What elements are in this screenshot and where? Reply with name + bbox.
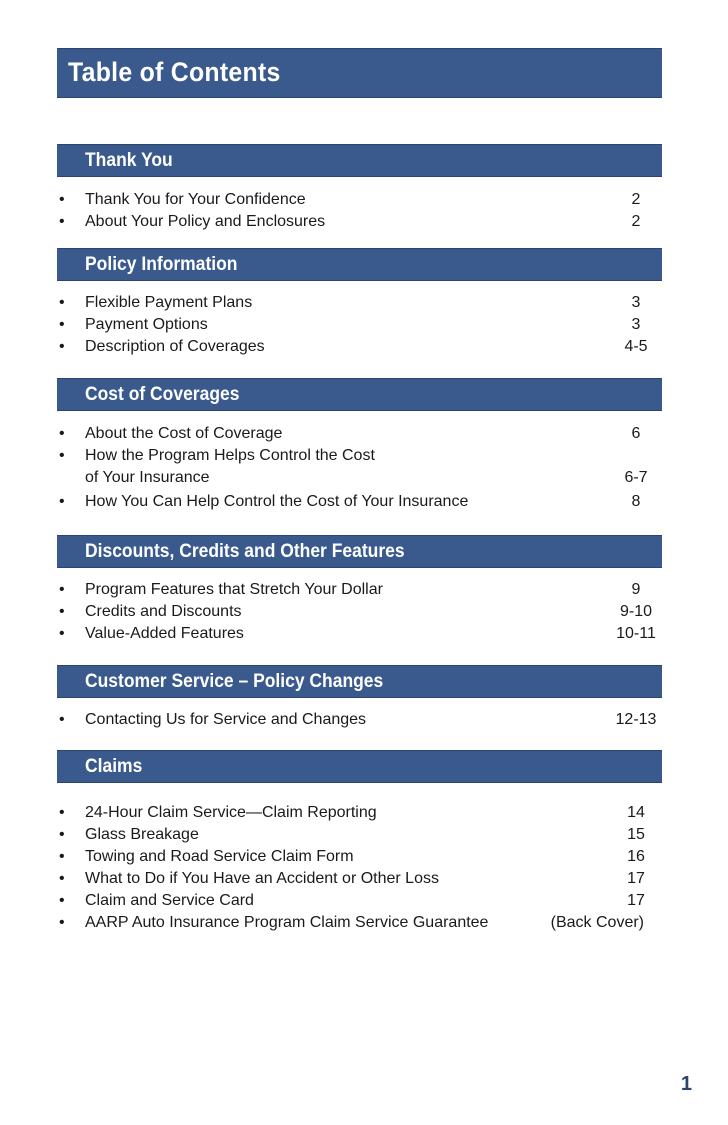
bullet: •	[59, 213, 65, 230]
entry-page: 17	[627, 892, 645, 909]
bullet: •	[59, 447, 65, 464]
section-heading: Customer Service – Policy Changes	[85, 671, 384, 692]
entry-text: Program Features that Stretch Your Dollar	[85, 581, 383, 598]
entry-text: Claim and Service Card	[85, 892, 254, 909]
entry-page: 9-10	[619, 603, 653, 620]
entry-text: 24-Hour Claim Service—Claim Reporting	[85, 804, 377, 821]
entry-text: Value-Added Features	[85, 625, 244, 642]
bullet: •	[59, 338, 65, 355]
entry-text: Thank You for Your Confidence	[85, 191, 306, 208]
section-items	[57, 802, 662, 934]
toc-entry[interactable]	[57, 314, 662, 336]
entry-text: AARP Auto Insurance Program Claim Service Guarantee	[85, 914, 489, 931]
toc-entry[interactable]	[57, 579, 662, 601]
section-items	[57, 189, 662, 233]
section-header	[57, 665, 662, 698]
entry-text: Towing and Road Service Claim Form	[85, 848, 354, 865]
entry-page: 10-11	[616, 625, 656, 642]
toc-entry[interactable]	[57, 890, 662, 912]
entry-text: Payment Options	[85, 316, 208, 333]
toc-entry[interactable]	[57, 336, 662, 358]
section-items	[57, 709, 662, 731]
entry-page: 14	[627, 804, 645, 821]
bullet: •	[59, 914, 65, 931]
entry-page: 6-7	[624, 469, 648, 486]
toc-entry[interactable]	[57, 868, 662, 890]
bullet: •	[59, 493, 65, 510]
entry-text: Description of Coverages	[85, 338, 265, 355]
toc-entry[interactable]	[57, 445, 662, 489]
bullet: •	[59, 870, 65, 887]
entry-text: About Your Policy and Enclosures	[85, 213, 326, 230]
entry-text: About the Cost of Coverage	[85, 425, 283, 442]
toc-entry[interactable]	[57, 912, 662, 934]
section-header	[57, 378, 662, 411]
section-header	[57, 248, 662, 281]
toc-entry[interactable]	[57, 802, 662, 824]
entry-text: Glass Breakage	[85, 826, 199, 843]
section-items	[57, 423, 662, 513]
entry-text-line-1: How the Program Helps Control the Cost	[85, 447, 375, 464]
entry-page: (Back Cover)	[550, 914, 644, 931]
toc-entry[interactable]	[57, 189, 662, 211]
section-header	[57, 535, 662, 568]
section-discounts-credits	[57, 535, 662, 645]
entry-text: What to Do if You Have an Accident or Other Loss	[85, 870, 439, 887]
entry-text: Flexible Payment Plans	[85, 294, 253, 311]
toc-entry[interactable]	[57, 491, 662, 513]
entry-page: 15	[627, 826, 645, 843]
bullet: •	[59, 711, 65, 728]
section-claims	[57, 750, 662, 934]
entry-text: How You Can Help Control the Cost of Your Insurance	[85, 493, 469, 510]
bullet: •	[59, 603, 65, 620]
bullet: •	[59, 581, 65, 598]
entry-text-line-2: of Your Insurance	[85, 469, 210, 486]
entry-text	[85, 445, 375, 489]
section-items	[57, 579, 662, 645]
section-cost-of-coverages	[57, 378, 662, 513]
entry-page: 8	[631, 493, 641, 510]
bullet: •	[59, 425, 65, 442]
entry-page: 16	[627, 848, 645, 865]
entry-page: 3	[631, 294, 641, 311]
page-number: 1	[680, 1073, 692, 1095]
section-items	[57, 292, 662, 358]
section-customer-service	[57, 665, 662, 731]
bullet: •	[59, 191, 65, 208]
entry-page: 9	[631, 581, 641, 598]
toc-entry[interactable]	[57, 623, 662, 645]
entry-page: 2	[631, 191, 641, 208]
bullet: •	[59, 316, 65, 333]
section-heading: Discounts, Credits and Other Features	[85, 541, 405, 562]
section-header	[57, 144, 662, 177]
entry-page: 3	[631, 316, 641, 333]
section-thank-you	[57, 144, 662, 233]
toc-entry[interactable]	[57, 824, 662, 846]
bullet: •	[59, 892, 65, 909]
entry-text: Credits and Discounts	[85, 603, 242, 620]
page-title: Table of Contents	[68, 57, 281, 87]
bullet: •	[59, 625, 65, 642]
toc-entry[interactable]	[57, 423, 662, 445]
entry-page: 4-5	[624, 338, 648, 355]
section-header	[57, 750, 662, 783]
entry-page: 12-13	[615, 711, 657, 728]
section-heading: Cost of Coverages	[85, 384, 240, 405]
title-bar	[57, 48, 662, 98]
section-heading: Policy Information	[85, 254, 238, 275]
bullet: •	[59, 848, 65, 865]
entry-page: 2	[631, 213, 641, 230]
toc-entry[interactable]	[57, 846, 662, 868]
section-heading: Thank You	[85, 150, 173, 171]
bullet: •	[59, 294, 65, 311]
bullet: •	[59, 804, 65, 821]
entry-page: 17	[627, 870, 645, 887]
toc-entry[interactable]	[57, 292, 662, 314]
section-policy-information	[57, 248, 662, 358]
entry-page: 6	[631, 425, 641, 442]
toc-entry[interactable]	[57, 211, 662, 233]
toc-entry[interactable]	[57, 709, 662, 731]
section-heading: Claims	[85, 756, 143, 777]
toc-entry[interactable]	[57, 601, 662, 623]
entry-text: Contacting Us for Service and Changes	[85, 711, 367, 728]
bullet: •	[59, 826, 65, 843]
